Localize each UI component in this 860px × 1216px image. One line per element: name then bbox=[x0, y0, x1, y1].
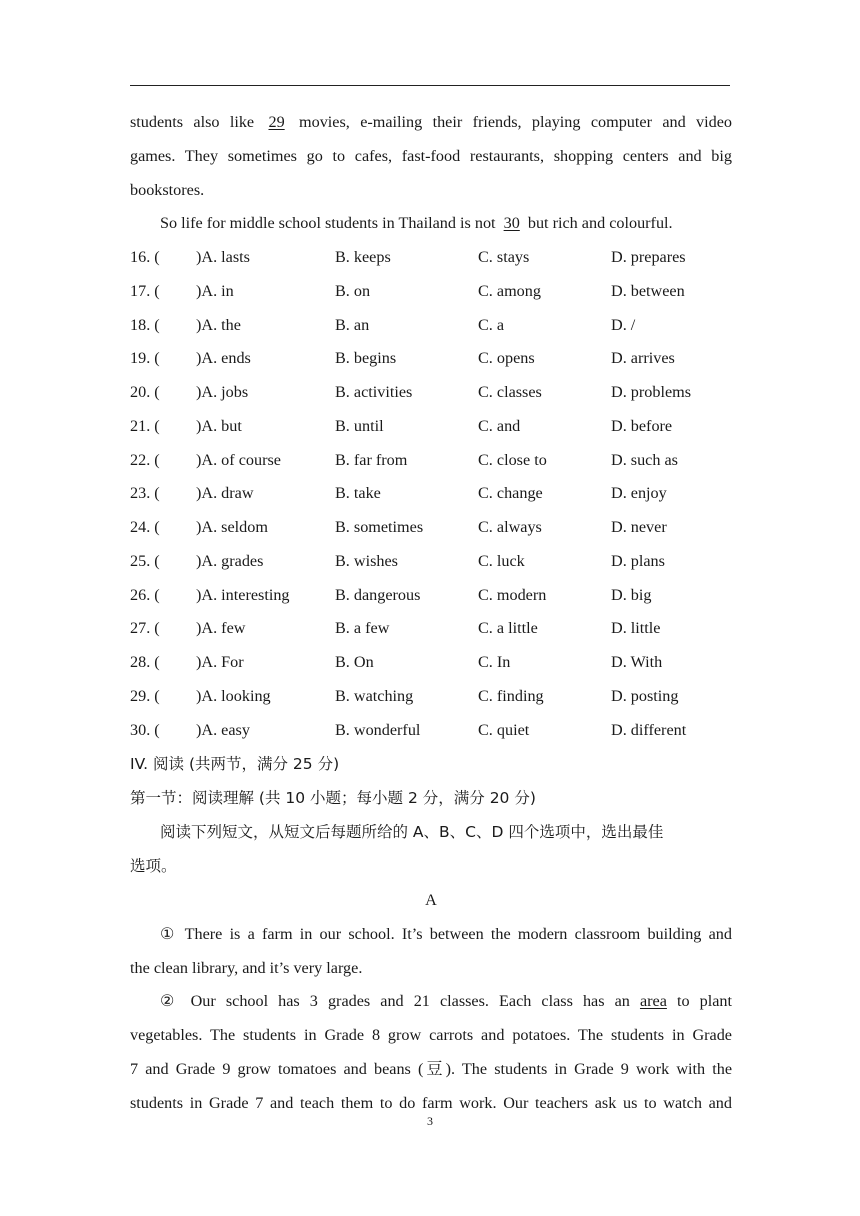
underlined-word: area bbox=[639, 992, 667, 1010]
question-number: 16. ( bbox=[130, 248, 160, 266]
text: movies, e-mailing their friends, playing computer and video bbox=[299, 113, 733, 131]
option-c: C. finding bbox=[478, 686, 544, 705]
passage-line: ① There is a farm in our school. It’s between the modern classroom building and bbox=[160, 925, 732, 943]
question-number: 30. ( bbox=[130, 720, 160, 739]
option-a: )A. of course bbox=[196, 450, 281, 469]
question-row bbox=[130, 652, 732, 672]
option-c: C. opens bbox=[478, 349, 535, 368]
question-row bbox=[130, 450, 732, 470]
question-row bbox=[130, 686, 732, 706]
option-a: )A. the bbox=[196, 315, 241, 334]
passage-line bbox=[160, 991, 732, 1011]
option-c: C. change bbox=[478, 484, 543, 503]
passage-line: students in Grade 7 and teach them to do farm work. Our teachers ask us to watch and bbox=[130, 1094, 732, 1112]
option-c: C. close to bbox=[478, 450, 547, 469]
question-row bbox=[130, 551, 732, 571]
passage-line bbox=[160, 213, 732, 233]
option-c: C. and bbox=[478, 416, 521, 435]
option-d: D. big bbox=[611, 585, 652, 604]
option-d: D. between bbox=[611, 281, 685, 300]
option-b: B. On bbox=[335, 653, 374, 671]
option-a: )A. draw bbox=[196, 484, 254, 503]
question-row bbox=[130, 585, 732, 605]
option-a: )A. in bbox=[196, 281, 234, 300]
header-rule bbox=[130, 85, 730, 86]
question-number: 18. ( bbox=[130, 315, 160, 334]
option-c: C. stays bbox=[478, 248, 530, 266]
text: but rich and colourful. bbox=[527, 214, 673, 232]
option-d: D. plans bbox=[611, 551, 665, 570]
option-d: D. prepares bbox=[611, 248, 686, 266]
option-b: B. begins bbox=[335, 349, 397, 368]
option-c: C. always bbox=[478, 518, 542, 536]
option-a: )A. ends bbox=[196, 349, 251, 368]
question-row bbox=[130, 247, 732, 267]
option-b: B. watching bbox=[335, 686, 414, 705]
option-b: B. a few bbox=[335, 619, 390, 638]
question-number: 24. ( bbox=[130, 518, 160, 536]
passage-line: vegetables. The students in Grade 8 grow carrots and potatoes. The students in Grade bbox=[130, 1026, 732, 1044]
option-c: C. modern bbox=[478, 585, 547, 604]
option-c: C. among bbox=[478, 281, 541, 300]
option-a: )A. lasts bbox=[196, 248, 250, 266]
passage-line: bookstores. bbox=[130, 181, 205, 199]
instruction-line: 选项。 bbox=[130, 857, 177, 875]
option-a: )A. easy bbox=[196, 720, 250, 739]
option-a: )A. For bbox=[196, 653, 244, 671]
text: So life for middle school students in Thailand is not bbox=[160, 214, 496, 232]
text: to plant bbox=[677, 992, 733, 1010]
option-c: C. quiet bbox=[478, 720, 530, 739]
option-d: D. different bbox=[611, 720, 687, 739]
option-a: )A. but bbox=[196, 416, 242, 435]
text: students also like bbox=[130, 113, 255, 131]
option-d: D. enjoy bbox=[611, 484, 667, 503]
question-row bbox=[130, 382, 732, 402]
option-d: D. posting bbox=[611, 686, 679, 705]
option-b: B. an bbox=[335, 315, 370, 334]
question-row bbox=[130, 720, 732, 740]
question-number: 22. ( bbox=[130, 450, 160, 469]
question-number: 20. ( bbox=[130, 383, 160, 401]
option-b: B. sometimes bbox=[335, 518, 424, 536]
option-b: B. keeps bbox=[335, 248, 391, 266]
question-number: 21. ( bbox=[130, 416, 160, 435]
question-row bbox=[130, 416, 732, 436]
option-d: D. never bbox=[611, 518, 667, 536]
option-c: C. a little bbox=[478, 619, 538, 638]
question-number: 23. ( bbox=[130, 484, 160, 503]
question-number: 19. ( bbox=[130, 349, 160, 368]
question-number: 27. ( bbox=[130, 619, 160, 638]
passage-line: the clean library, and it’s very large. bbox=[130, 959, 363, 977]
option-b: B. on bbox=[335, 281, 371, 300]
option-a: )A. interesting bbox=[196, 585, 290, 604]
option-b: B. far from bbox=[335, 450, 408, 469]
passage-line: games. They sometimes go to cafes, fast-food restaurants, shopping centers and big bbox=[130, 147, 732, 165]
section-title: IV. 阅读 (共两节，满分 25 分) bbox=[130, 755, 340, 773]
option-b: B. wonderful bbox=[335, 720, 421, 739]
question-row bbox=[130, 315, 732, 335]
question-row bbox=[130, 483, 732, 503]
blank-29: 29 bbox=[268, 113, 285, 131]
option-a: )A. seldom bbox=[196, 518, 268, 536]
question-row bbox=[130, 618, 732, 638]
question-row bbox=[130, 517, 732, 537]
option-c: C. In bbox=[478, 653, 511, 671]
passage-line bbox=[130, 112, 732, 132]
question-number: 29. ( bbox=[130, 686, 160, 705]
option-d: D. arrives bbox=[611, 349, 675, 368]
option-c: C. a bbox=[478, 315, 505, 334]
page-number: 3 bbox=[427, 1114, 433, 1128]
option-b: B. activities bbox=[335, 383, 413, 401]
option-d: D. / bbox=[611, 315, 636, 334]
text: ② Our school has 3 grades and 21 classes. Each class has an bbox=[160, 992, 630, 1010]
passage-label: A bbox=[425, 891, 437, 909]
option-d: D. problems bbox=[611, 383, 692, 401]
option-b: B. until bbox=[335, 416, 384, 435]
option-a: )A. few bbox=[196, 619, 246, 638]
instruction-line: 阅读下列短文，从短文后每题所给的 A、B、C、D 四个选项中，选出最佳 bbox=[160, 823, 664, 841]
blank-30: 30 bbox=[503, 214, 520, 232]
option-a: )A. jobs bbox=[196, 383, 249, 401]
option-d: D. With bbox=[611, 653, 663, 671]
option-a: )A. looking bbox=[196, 686, 271, 705]
option-b: B. take bbox=[335, 484, 381, 503]
option-b: B. wishes bbox=[335, 551, 398, 570]
option-d: D. little bbox=[611, 619, 661, 638]
question-row bbox=[130, 281, 732, 301]
question-number: 26. ( bbox=[130, 585, 160, 604]
question-number: 17. ( bbox=[130, 281, 160, 300]
option-a: )A. grades bbox=[196, 551, 264, 570]
question-number: 25. ( bbox=[130, 551, 160, 570]
option-c: C. luck bbox=[478, 551, 525, 570]
option-d: D. such as bbox=[611, 450, 678, 469]
option-d: D. before bbox=[611, 416, 673, 435]
option-c: C. classes bbox=[478, 383, 542, 401]
option-b: B. dangerous bbox=[335, 585, 421, 604]
question-number: 28. ( bbox=[130, 653, 160, 671]
passage-line: 7 and Grade 9 grow tomatoes and beans (豆). The students in Grade 9 work with the bbox=[130, 1060, 732, 1078]
question-row bbox=[130, 348, 732, 368]
part-title: 第一节：阅读理解 (共 10 小题；每小题 2 分，满分 20 分) bbox=[130, 789, 536, 807]
